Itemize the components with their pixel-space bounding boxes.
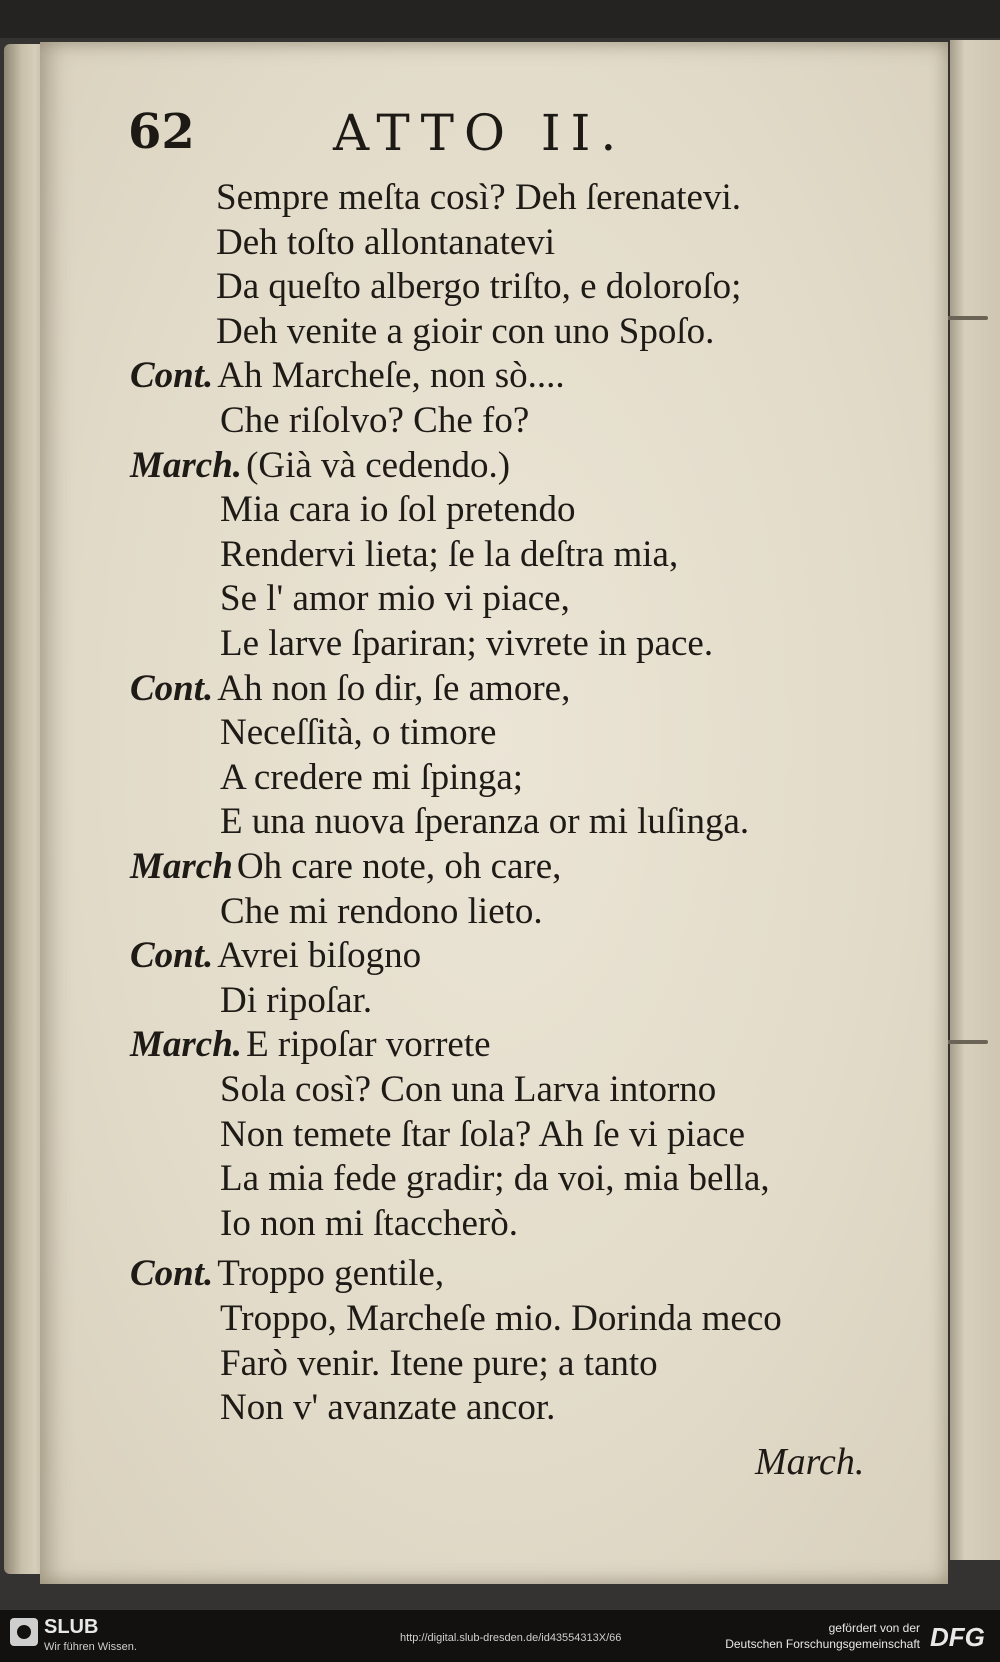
verse-line	[130, 934, 421, 978]
line-text: Farò venir. Itene pure; a tanto	[220, 1342, 658, 1384]
sponsor-text	[700, 1620, 920, 1652]
verse-line	[220, 488, 575, 532]
catchword: March.	[755, 1441, 865, 1483]
verse-line	[130, 1252, 444, 1296]
line-text: A credere mi ſpinga;	[220, 756, 524, 798]
running-head: ATTO II.	[333, 104, 627, 162]
line-text: Ah non ſo dir, ſe amore,	[217, 667, 571, 709]
verse-line	[216, 176, 741, 220]
line-text: Ah Marcheſe, non sò....	[217, 355, 565, 397]
line-text: E ripoſar vorrete	[246, 1024, 491, 1066]
verse-line	[220, 1297, 782, 1341]
line-text: Che mi rendono lieto.	[220, 890, 543, 932]
verse-line	[220, 1113, 745, 1157]
line-text: Non v' avanzate ancor.	[220, 1387, 556, 1429]
verse-line	[130, 354, 565, 398]
verse-line	[220, 1386, 555, 1430]
speaker-label: Cont.	[130, 1253, 214, 1295]
verse-line	[216, 310, 714, 354]
line-text: Deh venite a gioir con uno Spoſo.	[216, 310, 715, 352]
verse-line	[216, 221, 555, 265]
line-text: Che riſolvo? Che fo?	[220, 400, 530, 441]
line-text: Sola così? Con una Larva intorno	[220, 1069, 717, 1110]
dfg-logo[interactable]: DFG	[930, 1622, 985, 1652]
line-text: Le larve ſpariran; vivrete in pace.	[220, 623, 714, 664]
line-text: Di ripoſar.	[220, 979, 373, 1021]
line-text: Io non mi ſtaccherò.	[220, 1202, 518, 1244]
line-text: La mia fede gradir; da voi, mia bella,	[220, 1158, 770, 1200]
speaker-label: Cont.	[130, 667, 214, 709]
footer-bar	[0, 1610, 1000, 1662]
page-number: 62	[128, 104, 195, 160]
verse-line	[220, 979, 372, 1023]
line-text: Rendervi lieta; ſe la deſtra mia,	[220, 533, 679, 575]
verse-line	[130, 444, 510, 488]
line-text: Mia cara io ſol pretendo	[220, 489, 576, 531]
verse-line	[220, 1202, 518, 1246]
verse-line	[220, 577, 570, 621]
verse-line	[220, 533, 678, 577]
line-text: (Già và cedendo.)	[246, 444, 511, 486]
speaker-label: March	[130, 846, 233, 887]
verse-line	[220, 756, 523, 800]
library-tagline: Wir führen Wissen.	[44, 1641, 137, 1653]
verse-line	[130, 667, 570, 711]
verse-line	[220, 711, 496, 755]
verse-line	[220, 1068, 716, 1112]
line-text: Da queſto albergo triſto, e doloroſo;	[216, 266, 742, 308]
library-name[interactable]: SLUB	[44, 1616, 99, 1638]
speaker-label: March.	[130, 444, 243, 486]
sponsor-line-2: Deutschen Forschungsgemeinschaft	[725, 1637, 920, 1651]
speaker-label: Cont.	[130, 355, 214, 397]
verse-line	[130, 1023, 491, 1067]
line-text: Non temete ſtar ſola? Ah ſe vi piace	[220, 1113, 745, 1155]
verse-line	[220, 622, 713, 666]
sponsor-line-1: gefördert von der	[828, 1621, 920, 1635]
line-text: Troppo, Marcheſe mio. Dorinda meco	[220, 1298, 782, 1339]
verse-line	[216, 265, 741, 309]
verse-line	[130, 845, 561, 889]
speaker-label: Cont.	[130, 935, 214, 977]
verse-line	[220, 890, 543, 934]
line-text: Deh toſto allontanatevi	[216, 221, 556, 263]
line-text: Avrei biſogno	[217, 935, 422, 977]
verse-line	[220, 1157, 770, 1201]
line-text: Troppo gentile,	[217, 1253, 445, 1295]
verse-line	[220, 1342, 658, 1386]
line-text: Sempre meſta così? Deh ſerenatevi.	[216, 177, 741, 218]
permalink[interactable]: http://digital.slub-dresden.de/id43554313X/66	[400, 1632, 622, 1644]
verse-line	[220, 399, 529, 443]
line-text: E una nuova ſperanza or mi luſinga.	[220, 801, 750, 843]
line-text: Se l' amor mio vi piace,	[220, 578, 570, 620]
slub-logo-icon[interactable]	[10, 1618, 38, 1646]
speaker-label: March.	[130, 1024, 243, 1066]
verse-line	[220, 800, 749, 844]
line-text: Neceſſità, o timore	[220, 712, 497, 754]
line-text: Oh care note, oh care,	[236, 846, 562, 887]
